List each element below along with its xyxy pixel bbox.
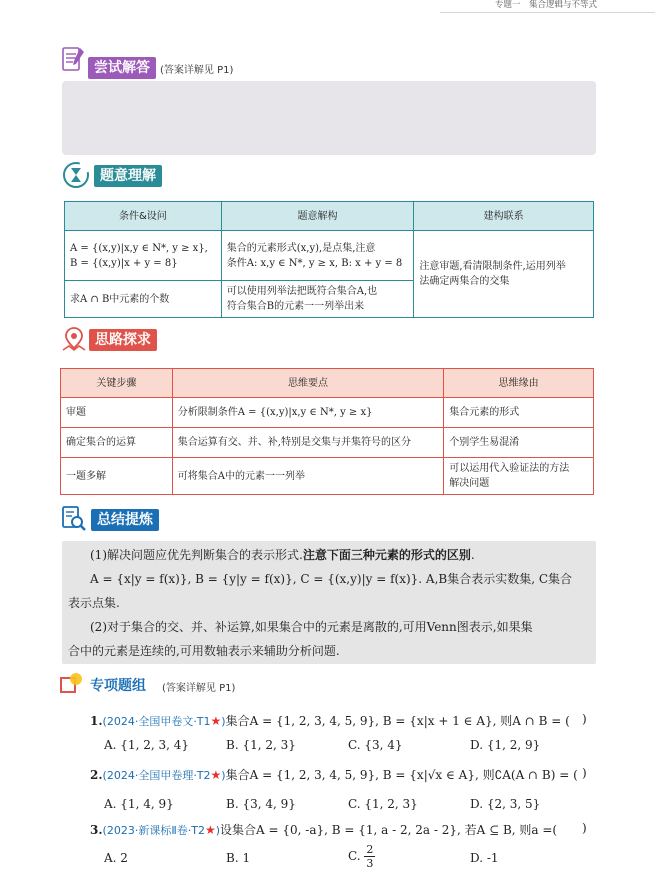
table-cell: 个别学生易混淆: [444, 428, 594, 458]
table-cell: [221, 231, 414, 281]
option: A. 2: [104, 851, 128, 865]
answer-paren: ): [582, 821, 587, 835]
question-source: (2024·全国甲卷文·T1: [102, 715, 211, 728]
fraction: [364, 843, 375, 870]
fraction-numerator: 2: [366, 843, 374, 856]
difficulty-star-icon: ★: [204, 823, 216, 837]
table-cell: [221, 281, 414, 318]
fraction-denominator: 3: [366, 857, 374, 870]
option: D. {2, 3, 5}: [470, 797, 541, 811]
cell-line: A = {(x,y)|x,y ∈ N*, y ≥ x},: [70, 242, 208, 254]
table-header: 建构联系: [414, 202, 594, 231]
difficulty-star-icon: ★: [210, 714, 222, 728]
table-header: 关键步骤: [61, 369, 173, 398]
section-note-try: (答案详解见 P1): [160, 65, 234, 76]
option: B. {3, 4, 9}: [226, 797, 296, 811]
question-stem: 设集合A = {0, -a}, B = {1, a - 2, 2a - 2}, 若A ⊆ B, 则a =(: [220, 823, 558, 837]
summary-box: [62, 541, 596, 664]
table-header: 条件&设问: [65, 202, 222, 231]
section-title-explore: 思路探求: [89, 329, 157, 351]
running-header: 专题一 集合逻辑与不等式: [494, 0, 597, 10]
question-stem: 集合A = {1, 2, 3, 4, 5, 9}, B = {x|x + 1 ∈ A}, 则A ∩ B = (: [225, 714, 570, 728]
table-cell: 一题多解: [61, 458, 173, 495]
option: A. {1, 4, 9}: [104, 797, 174, 811]
question-2: [90, 766, 590, 783]
table-cell: 集合运算有交、并、补,特别是交集与并集符号的区分: [172, 428, 444, 458]
option: D. -1: [470, 851, 499, 865]
option: B. {1, 2, 3}: [226, 738, 296, 752]
practice-marker-icon: [58, 672, 84, 696]
question-source: (2024·全国甲卷理·T2: [102, 769, 211, 782]
table-cell: [65, 231, 222, 281]
magnifier-document-icon: [60, 504, 86, 530]
table-header: 思维缘由: [444, 369, 594, 398]
clipboard-pen-icon: [60, 44, 86, 70]
table-cell: 可将集合A中的元素一一列举: [172, 458, 444, 495]
answer-paren: ): [582, 712, 587, 726]
table-cell: 确定集合的运算: [61, 428, 173, 458]
cell-line: 法确定两集合的交集: [419, 276, 510, 287]
cell-line: B = {(x,y)|x + y = 8}: [70, 257, 178, 269]
explore-table: [60, 368, 594, 495]
question-3: [90, 821, 590, 838]
table-cell: 求A ∩ B中元素的个数: [65, 281, 222, 318]
table-cell: [444, 458, 594, 495]
cell-line: 条件A: x,y ∈ N*, y ≥ x, B: x + y = 8: [226, 257, 403, 269]
section-title-summary: 总结提炼: [91, 509, 159, 531]
section-title-understand: 题意理解: [94, 165, 162, 187]
summary-paragraph: A = {x|y = f(x)}, B = {y|y = f(x)}, C = {(x,y)|y = f(x)}. A,B集合表示实数集, C集合: [90, 572, 573, 586]
table-cell: 集合元素的形式: [444, 398, 594, 428]
table-cell: [414, 231, 594, 318]
summary-paragraph: 合中的元素是连续的,可用数轴表示来辅助分析问题.: [68, 644, 340, 658]
table-cell: 分析限制条件A = {(x,y)|x,y ∈ N*, y ≥ x}: [172, 398, 444, 428]
summary-text: .: [470, 548, 475, 562]
question-stem: 集合A = {1, 2, 3, 4, 5, 9}, B = {x|√x ∈ A}, 则∁A(A ∩ B) = (: [225, 768, 578, 782]
question-source-close: ): [221, 769, 226, 782]
summary-paragraph: (2)对于集合的交、并、补运算,如果集合中的元素是离散的,可用Venn图表示,如果集: [90, 620, 533, 634]
summary-paragraph: [62, 543, 596, 567]
question-source-close: ): [221, 715, 226, 728]
summary-paragraph: 表示点集.: [68, 596, 120, 610]
summary-emphasis: 注意下面三种元素的形式的区别: [302, 548, 471, 562]
cell-line: 集合的元素形式(x,y),是点集,注意: [226, 242, 376, 254]
cell-line: 注意审题,看清限制条件,运用列举: [419, 261, 566, 272]
table-header: 题意解构: [221, 202, 414, 231]
option: C. {3, 4}: [348, 738, 403, 752]
understanding-table: [64, 201, 594, 318]
table-cell: 审题: [61, 398, 173, 428]
difficulty-star-icon: ★: [210, 768, 222, 782]
cell-line: 可以运用代入验证法的方法: [449, 463, 570, 474]
option: D. {1, 2, 9}: [470, 738, 541, 752]
question-1: [90, 712, 590, 729]
option: A. {1, 2, 3, 4}: [104, 738, 189, 752]
question-source: (2023·新课标Ⅱ卷·T2: [102, 824, 205, 837]
option: B. 1: [226, 851, 251, 865]
cell-line: 可以使用列举法把既符合集合A,也: [226, 286, 378, 297]
option-c: [348, 843, 375, 870]
table-header: 思维要点: [172, 369, 444, 398]
answer-area: [62, 81, 596, 155]
cell-line: 符合集合B的元素一一列举出来: [226, 301, 365, 312]
question-source-close: ): [215, 824, 221, 837]
option: C. {1, 2, 3}: [348, 797, 418, 811]
hourglass-icon: [62, 161, 88, 187]
map-pin-icon: [60, 325, 86, 351]
section-title-try: 尝试解答: [88, 57, 156, 79]
question-number: 1.: [90, 714, 103, 728]
answer-paren: ): [582, 766, 587, 780]
question-number: 3.: [90, 823, 103, 837]
summary-text: (1)解决问题应优先判断集合的表示形式.: [90, 548, 303, 562]
section-note-practice: (答案详解见 P1): [162, 683, 236, 694]
question-number: 2.: [90, 768, 103, 782]
option-label: C.: [348, 849, 361, 863]
section-title-practice: 专项题组: [90, 678, 146, 694]
header-divider: [440, 12, 655, 13]
cell-line: 解决问题: [449, 478, 490, 489]
